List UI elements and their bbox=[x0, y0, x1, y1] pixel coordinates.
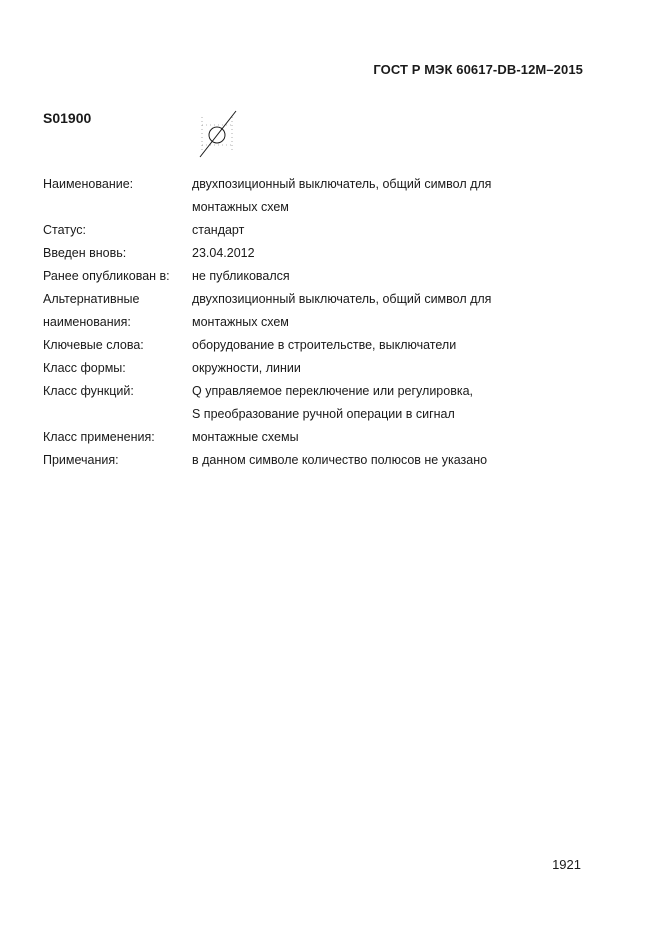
name-value bbox=[192, 173, 583, 219]
row-application-class bbox=[43, 426, 583, 449]
function-class-label: Класс функций: bbox=[43, 384, 134, 398]
name-value-line2: монтажных схем bbox=[192, 200, 289, 214]
previously-published-label: Ранее опубликован в: bbox=[43, 269, 170, 283]
name-value-line1: двухпозиционный выключатель, общий символ для bbox=[192, 177, 492, 191]
row-name bbox=[43, 173, 583, 219]
row-shape-class bbox=[43, 357, 583, 380]
keywords-value: оборудование в строительстве, выключатели bbox=[192, 338, 457, 352]
alternative-names-label-line1: Альтернативные bbox=[43, 292, 140, 306]
alternative-names-value bbox=[192, 288, 583, 334]
status-label: Статус: bbox=[43, 223, 86, 237]
function-class-value-line2: S преобразование ручной операции в сигнал bbox=[192, 407, 455, 421]
alternative-names-value-line2: монтажных схем bbox=[192, 315, 289, 329]
symbol-properties bbox=[43, 173, 583, 472]
shape-class-label: Класс формы: bbox=[43, 361, 126, 375]
row-keywords bbox=[43, 334, 583, 357]
alternative-names-label bbox=[43, 288, 192, 334]
row-introduced bbox=[43, 242, 583, 265]
introduced-value: 23.04.2012 bbox=[192, 246, 255, 260]
status-value: стандарт bbox=[192, 223, 245, 237]
name-label: Наименование: bbox=[43, 177, 134, 191]
shape-class-value: окружности, линии bbox=[192, 361, 301, 375]
row-alternative-names bbox=[43, 288, 583, 334]
row-function-class bbox=[43, 380, 583, 426]
switch-symbol-icon bbox=[194, 105, 238, 161]
symbol-line bbox=[200, 111, 236, 157]
alternative-names-value-line1: двухпозиционный выключатель, общий символ для bbox=[192, 292, 492, 306]
row-previously-published bbox=[43, 265, 583, 288]
keywords-label: Ключевые слова: bbox=[43, 338, 144, 352]
notes-value: в данном символе количество полюсов не указано bbox=[192, 453, 488, 467]
notes-label: Примечания: bbox=[43, 453, 119, 467]
function-class-value bbox=[192, 380, 583, 426]
row-status bbox=[43, 219, 583, 242]
row-notes bbox=[43, 449, 583, 472]
alternative-names-label-line2: наименования: bbox=[43, 315, 131, 329]
standard-code: ГОСТ Р МЭК 60617-DB-12M–2015 bbox=[373, 62, 583, 77]
application-class-label: Класс применения: bbox=[43, 430, 155, 444]
function-class-value-line1: Q управляемое переключение или регулировка, bbox=[192, 384, 474, 398]
symbol-id: S01900 bbox=[43, 110, 92, 126]
page-number: 1921 bbox=[552, 857, 581, 872]
application-class-value: монтажные схемы bbox=[192, 430, 299, 444]
previously-published-value: не публиковался bbox=[192, 269, 290, 283]
introduced-label: Введен вновь: bbox=[43, 246, 127, 260]
